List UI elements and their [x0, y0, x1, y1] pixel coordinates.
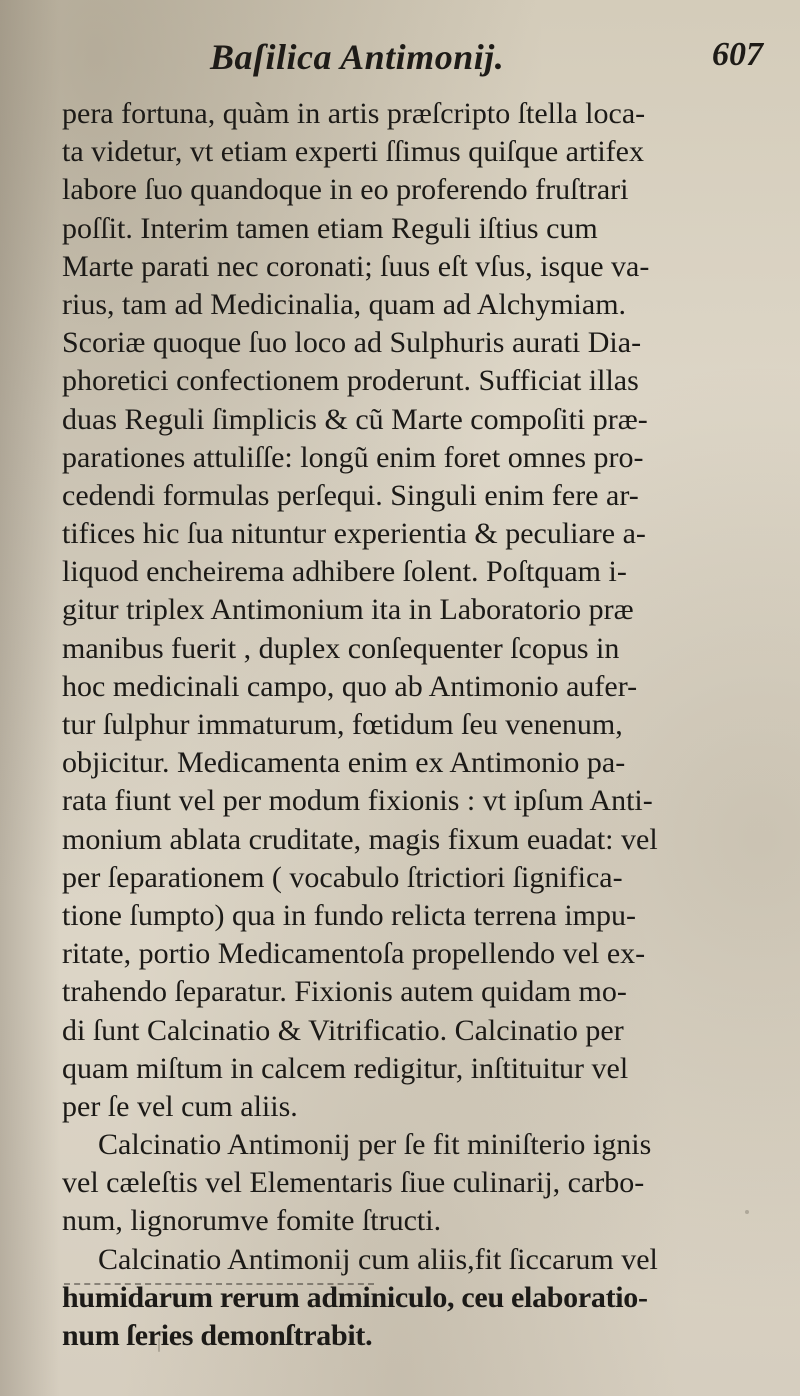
text-line: Marte parati nec coronati; ſuus eſt vſus, isque va-: [62, 249, 650, 283]
paragraph-start-line: Calcinatio Antimonij cum aliis,fit ſiccarum vel: [98, 1242, 658, 1276]
body-text: [62, 95, 762, 1355]
text-line: objicitur. Medicamenta enim ex Antimonio pa-: [62, 746, 626, 780]
text-line: humidarum rerum adminiculo, ceu elaboratio-: [62, 1280, 648, 1314]
text-line: parationes attuliſſe: longũ enim foret omnes pro-: [62, 440, 644, 474]
text-line: phoretici confectionem proderunt. Sufficiat illas: [62, 364, 639, 398]
ink-spot: [158, 1338, 160, 1352]
text-line: cedendi formulas perſequi. Singuli enim fere ar-: [62, 478, 639, 512]
text-line: gitur triplex Antimonium ita in Laboratorio præ: [62, 593, 634, 627]
paragraph-start-line: Calcinatio Antimonij per ſe fit miniſterio ignis: [98, 1128, 652, 1162]
running-head: Baſilica Antimonij.: [210, 37, 505, 77]
page-header: [0, 36, 800, 86]
text-line: rius, tam ad Medicinalia, quam ad Alchymiam.: [62, 287, 627, 321]
text-line: di ſunt Calcinatio & Vitrificatio. Calcinatio per: [62, 1013, 624, 1047]
text-line: num ſeries demonſtrabit.: [62, 1319, 373, 1352]
text-line: vel cæleſtis vel Elementaris ſiue culinarij, carbo-: [62, 1166, 645, 1200]
ink-spot: [745, 1210, 749, 1214]
text-line: per ſeparationem ( vocabulo ſtrictiori ſignifica-: [62, 860, 623, 894]
text-line: Scoriæ quoque ſuo loco ad Sulphuris aurati Dia-: [62, 326, 642, 360]
text-line: ritate, portio Medicamentoſa propellendo vel ex-: [62, 937, 646, 971]
text-line: tione ſumpto) qua in fundo relicta terrena impu-: [62, 898, 636, 932]
text-line: hoc medicinali campo, quo ab Antimonio aufer-: [62, 669, 638, 703]
text-line: poſſit. Interim tamen etiam Reguli iſtius cum: [62, 211, 598, 245]
text-line: duas Reguli ſimplicis & cũ Marte compoſiti præ-: [62, 402, 648, 436]
page-number: 607: [712, 36, 763, 73]
text-line: manibus fuerit , duplex conſequenter ſcopus in: [62, 631, 620, 665]
text-line: num, lignorumve fomite ſtructi.: [62, 1204, 442, 1238]
text-line: ta videtur, vt etiam experti ſſimus quiſque artifex: [62, 135, 644, 169]
text-line: rata fiunt vel per modum fixionis : vt ipſum Anti-: [62, 784, 653, 818]
text-line: monium ablata cruditate, magis fixum euadat: vel: [62, 822, 658, 856]
text-line: liquod encheirema adhibere ſolent. Poſtquam i-: [62, 555, 627, 589]
text-line: labore ſuo quandoque in eo proferendo fruſtrari: [62, 173, 629, 207]
text-line: tifices hic ſua nituntur experientia & peculiare a-: [62, 517, 646, 551]
text-line: per ſe vel cum aliis.: [62, 1089, 298, 1123]
binding-shadow: [0, 0, 60, 1396]
text-line: pera fortuna, quàm in artis præſcripto ſtella loca-: [62, 97, 646, 130]
text-line: quam miſtum in calcem redigitur, inſtituitur vel: [62, 1051, 629, 1085]
text-line: tur ſulphur immaturum, fœtidum ſeu venenum,: [62, 708, 623, 741]
bleed-through-rule: [64, 1283, 374, 1285]
text-line: trahendo ſeparatur. Fixionis autem quidam mo-: [62, 975, 627, 1009]
